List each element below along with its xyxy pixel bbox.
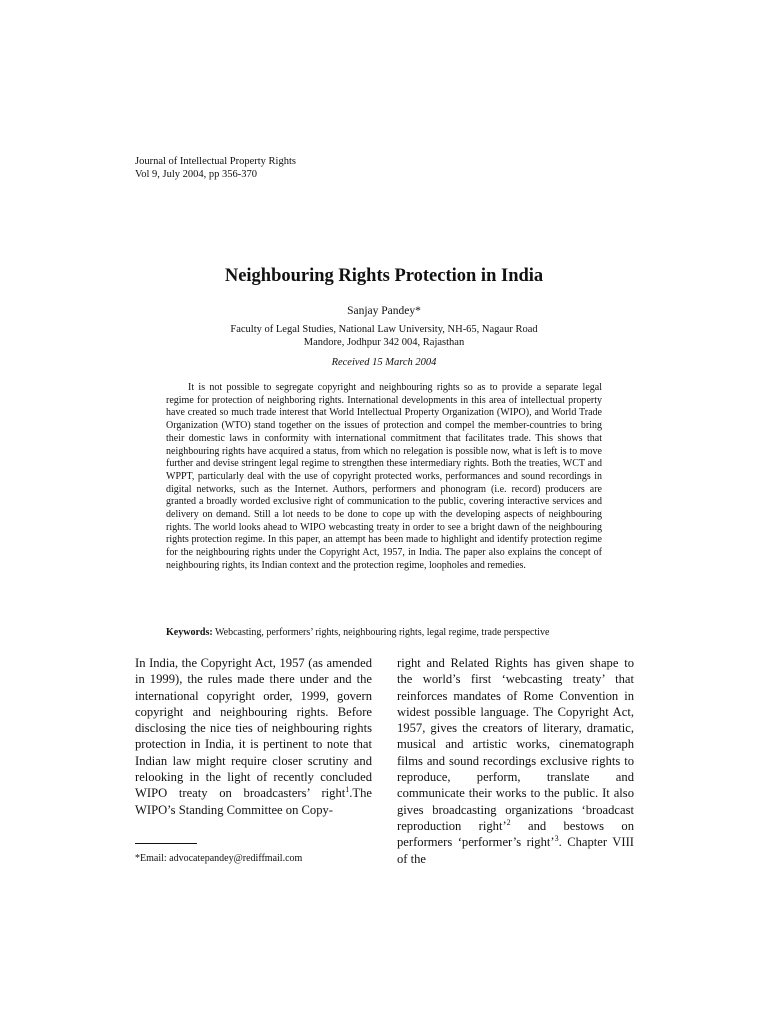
body-right-text-2: and bestows on performers ‘performer’s right’ [397,818,634,850]
keywords-label: Keywords: [166,627,213,638]
received-date: Received 15 March 2004 [331,357,437,368]
abstract: It is not possible to segregate copyright and neighbouring rights so as to provide a separate legal regime for protection of neighboring rights. International developments in this area of intellectual property have created so much trade interest that World Intellectual Property Organization (WIPO), and World Trade Organization (WTO) stand together on the issues of protection and compel the member-countries to bring their domestic laws in conformity with international commitment that facilitates trade. This shows that neighbouring rights have acquired a status, from which no relegation is possible now, what is left is to move further and devise stringent legal regime to strengthen these intermediary rights. Both the treaties, WCT and WPPT, particularly deal with the use of copyright protected works, performances and sound recordings in digital networks, such as the Internet. Authors, performers and phonogram (i.e. record) producers are granted a broadly worded exclusive right of communication to the public, covering interactive services and delivery on demand. Still a lot needs to be done to cope up with the developing aspects of neighbouring rights. The world looks ahead to WIPO webcasting treaty in order to see a bright dawn of the neighbouring rights protection regime. In this paper, an attempt has been made to highlight and identify protection regime for the neighbouring rights under the Copyright Act, 1957, in India. The paper also explains the concept of neighbouring rights, its Indian context and the protection regime, loopholes and remedies. [166,382,602,571]
journal-issue: Vol 9, July 2004, pp 356-370 [135,169,258,180]
footnote-ref-2: 2 [506,817,511,827]
footnote-email: *Email: advocatepandey@rediffmail.com [135,853,303,864]
body-column-right [397,655,634,867]
footnote-ref-1: 1 [345,785,350,795]
author-affiliation [0,323,768,349]
body-right-text: right and Related Rights has given shape to the world’s first ‘webcasting treaty’ that reinforces mandates of Rome Convention in widest possible language. The Copyright Act, 1957, gives the creators of literary, dramatic, musical and artistic works, cinematograph films and sound recordings exclusive rights to reproduce, perform, translate and communicate their works to the public. It also gives broadcasting organizations ‘broadcast reproduction right’ [397,656,634,833]
author-name: Sanjay Pandey* [347,305,421,317]
paper-title: Neighbouring Rights Protection in India [224,266,544,286]
footnote-ref-3: 3 [554,834,559,844]
journal-name: Journal of Intellectual Property Rights [135,156,296,167]
footnote-rule [135,843,197,844]
body-left-text-2: .The WIPO’s Standing Committee on Copy- [135,786,372,817]
affiliation-line-2: Mandore, Jodhpur 342 004, Rajasthan [303,337,465,348]
journal-header [135,155,296,181]
keywords-text: Webcasting, performers’ rights, neighbouring rights, legal regime, trade perspective [212,627,550,638]
affiliation-line-1: Faculty of Legal Studies, National Law University, NH-65, Nagaur Road [230,324,538,335]
body-left-text: In India, the Copyright Act, 1957 (as amended in 1999), the rules made there under and the international copyright order, 1999, govern copyright and neighbouring rights. Before disclosing the nice ties of neighbouring rights protection in India, it is pertinent to note that Indian law might require closer scrutiny and relooking in the light of recently concluded WIPO treaty on broadcasters’ right [135,656,372,801]
body-column-left [135,655,372,818]
body-right-text-3: . Chapter VIII of the [397,835,634,866]
keywords [166,626,646,639]
